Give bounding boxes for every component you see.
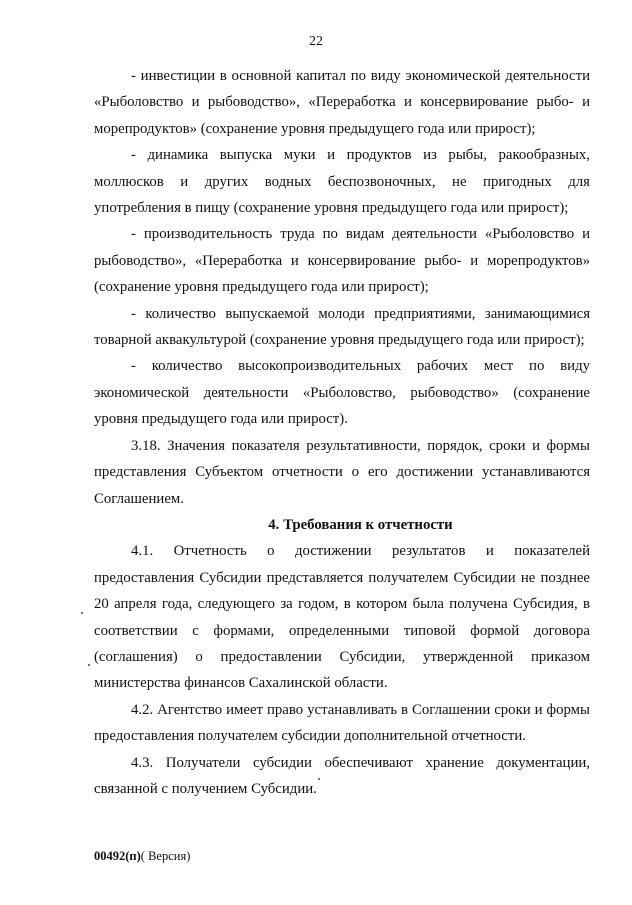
scan-dot bbox=[318, 778, 320, 780]
paragraph-3-18: 3.18. Значения показателя результативности, порядок, сроки и формы представления Субъектом отчетности о его достижении устанавливаются Соглашением. bbox=[94, 437, 590, 507]
scan-dot bbox=[88, 664, 90, 666]
paragraph-4-2: 4.2. Агентство имеет право устанавливать в Соглашении сроки и формы предоставления получателем субсидии дополнительной отчетности. bbox=[94, 701, 590, 745]
paragraph-flour-output: - динамика выпуска муки и продуктов из рыбы, ракообразных, моллюсков и других водных беспозвоночных, не пригодных для употребления в пищу (сохранение уровня предыдущего года или прирост); bbox=[94, 147, 590, 217]
document-body bbox=[94, 63, 590, 802]
paragraph-juvenile-fish: - количество выпускаемой молоди предприятиями, занимающимися товарной аквакультурой (сохранение уровня предыдущего года или прирост); bbox=[94, 305, 590, 349]
paragraph-investments: - инвестиции в основной капитал по виду экономической деятельности «Рыболовство и рыбоводство», «Переработка и консервирование рыбо- и морепродуктов» (сохранение уровня предыдущего года или прирост); bbox=[94, 68, 590, 137]
paragraph-labor-productivity: - производительность труда по видам деятельности «Рыболовство и рыбоводство», «Переработка и консервирование рыбо- и морепродуктов» (сохранение уровня предыдущего года или прирост); bbox=[94, 226, 590, 296]
paragraph-high-productivity-jobs: - количество высокопроизводительных рабочих мест по виду экономической деятельности «Рыболовство, рыбоводство» (сохранение уровня предыдущего года или прирост). bbox=[94, 358, 590, 428]
section-heading: 4. Требования к отчетности bbox=[268, 516, 453, 533]
paragraph-4-1: 4.1. Отчетность о достижении результатов и показателей предоставления Субсидии представляется получателем Субсидии не позднее 20 апреля года, следующего за годом, в котором была получена Субсидия, в соответствии с формами, определенными типовой формой договора (соглашения) о предоставлении Субсидии, утвержденной приказом министерства финансов Сахалинской области. bbox=[94, 543, 590, 692]
scan-dot bbox=[81, 612, 83, 614]
document-footer bbox=[94, 848, 190, 864]
document-version: ( Версия) bbox=[140, 849, 191, 863]
paragraph-4-3: 4.3. Получатели субсидии обеспечивают хранение документации, связанной с получением Субсидии. bbox=[94, 754, 590, 797]
page-number: 22 bbox=[309, 34, 323, 49]
document-code: 00492(п) bbox=[94, 849, 141, 863]
